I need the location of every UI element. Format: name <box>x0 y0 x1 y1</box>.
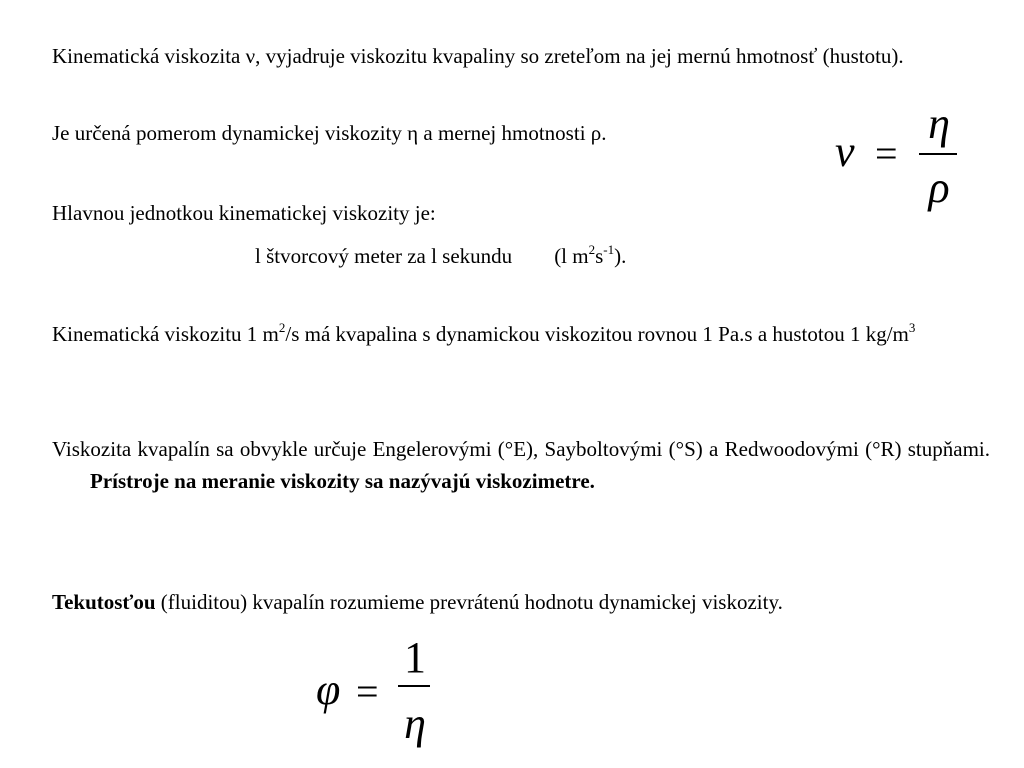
formula-phi-lhs: φ <box>316 665 341 714</box>
unit-part-b: s <box>595 244 604 268</box>
p5-text-a: Viskozita kvapalín sa obvykle určuje Engelerovými (°E), Sayboltovými (°S) a Redwoodovými (°R) stupňami. <box>52 437 990 461</box>
nu-symbol: ν <box>245 44 256 68</box>
p2-text-a: Je určená pomerom dynamickej viskozity <box>52 121 408 145</box>
formula-nu-numerator: η <box>928 99 950 148</box>
formula-phi-denominator: η <box>404 699 426 748</box>
p3-text: Hlavnou jednotkou kinematickej viskozity je: <box>52 201 436 225</box>
unit-part-a: (l m <box>554 244 589 268</box>
p2-text-c: . <box>601 121 607 145</box>
unit-symbol <box>554 244 626 268</box>
p4-text-b: /s má kvapalina s dynamickou viskozitou rovnou 1 Pa.s a hustotou 1 kg/m <box>285 322 909 346</box>
unit-text: l štvorcový meter za l sekundu <box>255 244 513 268</box>
paragraph-viscosity-degrees <box>52 433 990 497</box>
p4-text-a: Kinematická viskozitu 1 m <box>52 322 279 346</box>
p1-text-b: , vyjadruje viskozitu kvapaliny so zreteľom na jej mernú hmotnosť (hustotu). <box>255 44 904 68</box>
p2-text-b: a mernej hmotnosti <box>418 121 591 145</box>
formula-phi-numerator: 1 <box>404 633 426 682</box>
formula-fluidity <box>316 628 456 758</box>
eta-symbol: η <box>407 121 419 145</box>
formula-phi-equals: = <box>356 669 379 714</box>
p4-sup-a: 2 <box>278 320 286 335</box>
rho-symbol: ρ <box>590 121 602 145</box>
p1-text-a: Kinematická viskozita <box>52 44 246 68</box>
p6-text: (fluiditou) kvapalín rozumieme prevrátenú hodnotu dynamickej viskozity. <box>155 590 783 614</box>
p4-sup-b: 3 <box>908 320 916 335</box>
unit-definition-line <box>255 240 626 272</box>
unit-sup-a: 2 <box>588 242 596 257</box>
p6-bold: Tekutosťou <box>52 590 156 614</box>
formula-nu-lhs: ν <box>835 127 855 176</box>
fraction-bar <box>919 153 957 155</box>
formula-nu-denominator: ρ <box>928 163 950 212</box>
paragraph-fluidity <box>52 586 990 618</box>
p5-bold: Prístroje na meranie viskozity sa nazývajú viskozimetre. <box>90 469 595 493</box>
paragraph-unit-meaning <box>52 318 990 350</box>
paragraph-kinematic-viscosity-definition <box>52 40 990 72</box>
unit-part-c: ). <box>614 244 627 268</box>
unit-sup-b: -1 <box>603 242 615 257</box>
fraction-bar <box>398 685 430 687</box>
formula-nu-equals: = <box>875 131 898 176</box>
paragraph-main-unit-intro <box>52 197 990 229</box>
